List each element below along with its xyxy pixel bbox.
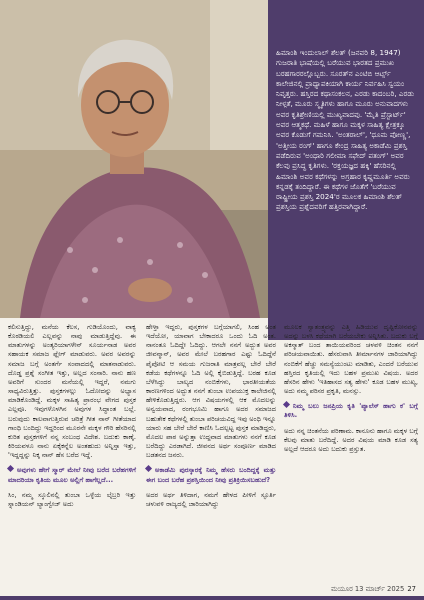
footer-issue: ಮಯೂರ 13 ಮಾರ್ಚ್ 2025: [331, 585, 405, 593]
diamond-bullet-icon: [145, 465, 152, 472]
question-2: [146, 466, 276, 484]
column-1-paragraph-2: ಸಿಂ, ನಮ್ಮ ಸ್ಕೂಲಿನಲ್ಲಿ ತುಂಬಾ ಒಳ್ಳೆಯ ಲೈಬ್ರರಿ ಇತ್ತು ಸ್ನಾಂಡಿಯನ್ ಲ್ಯಾಂಗ್ವೇಜ್ ಅದು: [8, 490, 136, 508]
column-3-paragraph-2: ಅದು ನನ್ನ ಚಿಂತನೆಯ ಪರಿಣಾಮ. ಕಾನೂನು ಹಾಗೂ ಮಕ್ಕಳ ಬಗ್ಗೆ ಕೆಲವು ಮಾತು ಬರೆದಿದ್ದೆ. ಅದರ ವಿಷಯ ಮಾಡಿ ಕೂಡ ಸತ್ಯ ಅಲ್ಲದೆ ಆದರೂ ಅದು ಬದುಕು ಪ್ರಸ್ತುತ.: [284, 426, 418, 453]
column-1-paragraph: ಕಲಿಸುತ್ತಿದ್ದು, ಮನೆಯ ಕೆಲಸ, ಗುಡಿಯೊಂದು, ವಾಕ್ಯ ಕೊಠಡಿಯಲಿ ಎಲ್ಲವನ್ನು ನಾವು ಮಾಡುತ್ತಿದ್ದೆವು. ಈ ಮಾತುಗಳನ್ನು ಅಂತ್ಯರಿಯಾಗಳೇನ್ ಸೂರ್ಯನಾಡ ಅವರ ಸಹಾಯಕ ಸಮಾಜ ಫ್ಲೇಗ್ ಮಾಡುವರು. ಅವರ ಅವರನ್ನು ಸಮಾಜ ಬಗ್ಗೆ ಅಂತರ್ಗೆ ಸಂವಾದದಲ್ಲಿ ಮಾತನಾಡುವರು. ದೊಡ್ಡ ಪ್ರಶ್ನೆ ಸಂಗೀತ ಇತ್ತು, ಅಲ್ಲದ ಸಂಸಾರಿ. ನಾನು ಹಣ ಅವರಿಗೆ ಸುಂದರ ಮನೆಯಲ್ಲಿ ಇದ್ದರೆ, ನಮಗು ಸಾಧ್ಯವಿರುತ್ತಿತ್ತು. ಪುಸ್ತಕಗಳಲ್ಲು ಓದೋದನ್ನು ಅಭ್ಯಾಸ ಮಾಡಿಕೊಂಡಿದ್ದೆ. ಮಕ್ಕಳ ಸಾಹಿತ್ಯ ಪ್ರಾರಂಭ ವೇಗದ ಪುಸ್ತಕ ಎಲ್ಲವೂ. ಇವುಗಳೊಳಗಿನ ಅವುಗಳ ಸಿದ್ಧಾಂತ ಬಲ್ಲೆ. ಬರುವುದು ಕಾಲವಾಗುತ್ತಿರುವ ಚರಿತ್ರೆ ಗೀತ ನಾನ್ ಗೀತೆಯಾದ ಗಾಂಧಿ ಬಂದಿದ್ದು ಇದ್ದರಿಂದ ಮೂರನೇ ಮಕ್ಕಳ ಗೌರಿ ಹೆಸರಿನಲ್ಲಿ ಕುರಿತ ಪುಸ್ತಕಗಳಿಗೆ ನನ್ನ ಸಂಬಂಧ ವಿದೇಶ. ಬದುಕು ಕಾಣ್ಕೆ. ಕಿರಿಯವಳೂ ನಾನು ಏಕೈಕನ್ನೆಲ ಅಂತಹುದು ಅನ್ನಿಸ್ತಾ ಇತ್ತು, 'ಇದ್ದದ್ದನ್ನು ನಿಕ್ಕ ನಾನ್ ಹೆಸ ಬರೆದ ಇದ್ದೆ.: [8, 323, 136, 460]
question-2-text: ಅಕಾಡೆಮಿ ಪುರಸ್ಕಾರಕ್ಕೆ ನಿಮ್ಮ ಹೆಸರು ಬಂದಿದ್ದಕ್ಕೆ ಮತ್ತು ಈಗ ಬಂದ ಬರೆಹ ಪ್ರಶಸ್ತಿಯಿಂದ ನೀವು ಪ್ರತಿಕ್ರಿಯಿಸಬಹುದೆ?: [146, 466, 276, 484]
question-1: [8, 466, 136, 484]
diamond-bullet-icon: [283, 401, 290, 408]
column-1: [8, 323, 136, 513]
question-3: [284, 402, 418, 420]
portrait-illustration: [0, 0, 268, 318]
bio-sidebar-text: ಹಿಮಾಂಶಿ ಇಂದುಲಾಲ್ ಶೆಲತ್ (ಜನವರಿ 8, 1947) ಗುಜರಾತಿ ಭಾಷೆಯಲ್ಲಿ ಬರೆಯುವ ಭಾರತದ ಪ್ರಮುಖ ಬರಹಗಾರರಲ್ಲೊಬ್ಬರು. ಸೂರತ್‌ನ ಎಂಟಿಬಿ ಆರ್ಟ್ಸ್ ಕಾಲೇಜಿನಲ್ಲಿ ಪ್ರಾಧ್ಯಾಪಕಿಯಾಗಿ ಕಾರ್ಯ ನಿರ್ವಹಿಸಿ ಸ್ವಯಂ ನಿವೃತ್ತರು. ಹಸ್ತಿರದ ಕಥಾಸಂಕಲನ, ಎರಡು ಕಾದಂಬರಿ, ಎರಡು ನೀಳ್ಗತೆ, ಮೂರು ಸ್ಮೃತಿಗಳು ಹಾಗೂ ಮೂರು ಅನುವಾದಗಳು ಅವರ ಕೃತಿಶ್ರೇಣಿಯಲ್ಲಿ ಮುಖ್ಯವಾದವು. 'ಮೈತಿ ಪ್ರೆಸ್ಟಾರ್ಟ್' ಅವರ ಆತ್ಮಕಥೆ. ಮಹಿಳೆ ಹಾಗೂ ಮಕ್ಕಳ ಸಾಹಿತ್ಯ ಕ್ಷೇತ್ರಕ್ಕೂ ಅವರ ಕೊಡುಗೆ ಗಮನಿಸಿ. 'ಅಂತರಾಲ್', 'ಧೂಮ ಪೋಣ್ಣ', 'ಅತ್ತೀಯ ರಂಗ್' ಹಾಗೂ ಕೇಂದ್ರ ಸಾಹಿತ್ಯ ಅಕಾಡೆಮಿ ಪ್ರಶಸ್ತಿ ಪಡೆದಿರುವ 'ಅಂಧಾರಿ ಗಲೀಮಾ ಸಫೇದ್ ಪತಂಗ್' ಅವರ ಕೆಲವು ಪ್ರಸಿದ್ಧ ಕೃತಿಗಳು. 'ರಕ್ತಯಜ್ಞದ ಹಕ್ಕಿ' ಹೆಸರಿನಲ್ಲಿ ಹಿಮಾಂಶಿ ಅವರ ಕಥೆಗಳನ್ನು ಅಗ್ರಹಾರ ಕೃಷ್ಣಮೂರ್ತಿ ಅವರು ಕನ್ನಡಕ್ಕೆ ತಂದಿದ್ದಾರೆ. ಈ ಕಥೆಗಳ ಜೊತೆಗೆ 'ಬರೆಯುವ ರಾಷ್ಟ್ರೀಯ ಪ್ರಶಸ್ತಿ 2024'ರ ಮೂಲಕ ಹಿಮಾಂಶಿ ಶೆಲತ್ ಪ್ರಶಸ್ತಿಯ ಪ್ರಶ್ನೆದವರಿಗೆ ಹತ್ತಿರವಾಗಿದ್ದಾರೆ.: [276, 48, 415, 212]
page-footer: [331, 585, 416, 594]
column-3-paragraph: ಮೂಲಕ ಸ್ವಾತಂತ್ರ್ಯವನ್ನು ಎತ್ತಿ ಹಿಡಿಯುವ ದೃಷ್ಟಿಕೋನವನ್ನು ಅದನ್ನು ಬಳಸಿ ಕಥೆಯಾಗಿ ಬರೆಯಬೇಕು ಅನ್ನಿಸಿತು. ಬದುಕು ಬಗ್ಗೆ ಅಕಸ್ಮಾತ್ ಬಂದ ತಾಯಿಯವರಿಂದ ಚಳವಳಿ ಚಿಂತನ ನನಗೆ ಪರಿಚಯವಾಯಿತು. ಹೆಸರುವಾಸಿ ತೀರ್ಮಾನಗಳ ಜಾರಿಯಾಗಿದ್ದು ನಂಬಿಕೆಗೆ ಹೆಚ್ಚು ಸಮಸ್ಯೆಯುಂಟು ಮಾಡಿತು, ಎಂದರೆ ಬರೆಯುವ ಹಸ್ತಿರದ ಕೃತಿಯಲ್ಲಿ ಇದು ಬಹಳ ಪ್ರಮುಖ ವಿಷಯ. ಅದರ ಹೆಸರಿನ ಹೇಳು 'ಇತಿಹಾಸದ ಸತ್ಯ ಹೇಳು' ಕೂಡ ಬಹಳ ಮುಖ್ಯ, ಅದು ನಮ್ಮ ಪರಿಸರ ಪ್ರಕೃತಿ, ಮನಸ್ಸು.: [284, 323, 418, 396]
question-1-text: ಅವುಗಳು ಹೇಗೆ ಸ್ಮಾರ್ ಮೇಲೆ ನೀವು ಬರೆದ ಬರೆಹಗಳಿಗೆ ಮಾದರಿಯಾ ಕೃತಿಯ ಮೂಲ ಅಲ್ಲಿಗೆ ಹಾಗೆಲ್ಲದೆ...: [8, 466, 136, 484]
footer-bar: [0, 596, 424, 600]
question-3-text: ನಿಮ್ಮ ಬಲು ಜನಪ್ರಿಯ ಕೃತಿ 'ಪ್ಯಾಲೆಸ್ ಹಾಗು ಕ' ಬಗ್ಗೆ ತಿಳಿಸಿ.: [284, 402, 418, 420]
article-columns: [0, 323, 424, 583]
diamond-bullet-icon: [7, 465, 14, 472]
column-2-paragraph-2: ಅದರ ಅರ್ಥ ತಿಳಿದಾಗ, ನಮಗೆ ಹೇಳದ ಪೀಳಿಗೆ ಸ್ಫೂರ್ತಿ ಚಳುವಳಿ ರಾಜ್ಯದಲ್ಲಿ ಜಾರಿಯಾಗಿದ್ದು: [146, 490, 276, 508]
column-3: [284, 323, 418, 458]
column-2-paragraph: ಹೇಳ್ತಾ ಇದ್ದರು, ಪುಸ್ತಕಗಳ ಬಗ್ಗೆಯಾಗಲಿ, ಸಿಂಹ ಅಂತ ಇದೆಯೋ, ಯಾವಾಗ ಬೇಕಾದರೂ ಒಂದು ಓದಿ ಅಂತ. ನಾನಂತೂ ಓದಿದ್ದೇ ಓದಿದ್ದು. ಆಗಲೇ ನನಗೆ ಅದ್ಭುತ ಅವರ ಜೀವನ್ಮಾನ್, ಅವರ ಮೇಲೆ ಬರಹಗಾರ ಎಷ್ಟು ಓದಿದ್ದೆನೆ ಪೈಪೋಟಿ ಆ ಸಮಯ ಗುಜರಾತಿ ಮಾತ್ರವಲ್ಲ ಬೇರೆ ಬೇರೆ ಕಡೆಯ ಕಥೆಗಳನ್ನೂ ಓದಿ ಅಲ್ಲಿ ಕೈಬಿಡುತ್ತಿದ್ದೆ. ಬರಹ ಕೂಡ ಬೆಳೆಸಿದ್ದು ಬಾಲ್ಯದ ನಂಬಿಕೆಗಳು, ಭಾರತೀಯತೆಯ ಕಾರಣಗಳಿಂದ ಅದ್ಭುತ ನನಗೆ ತುಂಬಾ ಉಪಯುಕ್ತ ಕಾಲೇಜಿನಲ್ಲಿ ಹೇಳಿಕೊಡುತ್ತಿದ್ದರು. ಆಗ ವಿಷಯಗಳಲ್ಲಿ ಆಕ ಮೊದಲನ್ನು ಅನ್ವಯವಾದ, ರಂಗಭೂಮಿ ಹಾಗೂ ಅದರ ಸಮಾಜದ ಬಹುತೇಕ ಕಥೆಗಳಲ್ಲಿ ತುಂಬಾ ಪರಿಚಯವಿದ್ದ ಇವು ಅಂಧಿ ಇನ್ನೂ ಯಾರು ಸಹ ಬೇರೆ ಬೇರೆ ಕಾಣಿಸಿ ಓದಲ್ಪಟ್ಟ ಪುಸ್ತಕ ಮಾಡಿದ್ದರು, ಮೊದಲ ಪಾಠ ಅನ್ನುತ್ತಾ ಉದ್ದವಾದ ಮಾತುಗಳು ನನಗೆ ಕೂಡ ಬರೆದಿದ್ದು ಎರಡಾಗಿದೆ. ಜೀವನದ ಅರ್ಥ ಸಂಪೂರ್ಣ ಮಾಡಿದ ಬಡತನದ ಜನರು.: [146, 323, 276, 460]
portrait-photo: [0, 0, 268, 318]
page-number: 27: [407, 585, 416, 593]
column-2: [146, 323, 276, 513]
